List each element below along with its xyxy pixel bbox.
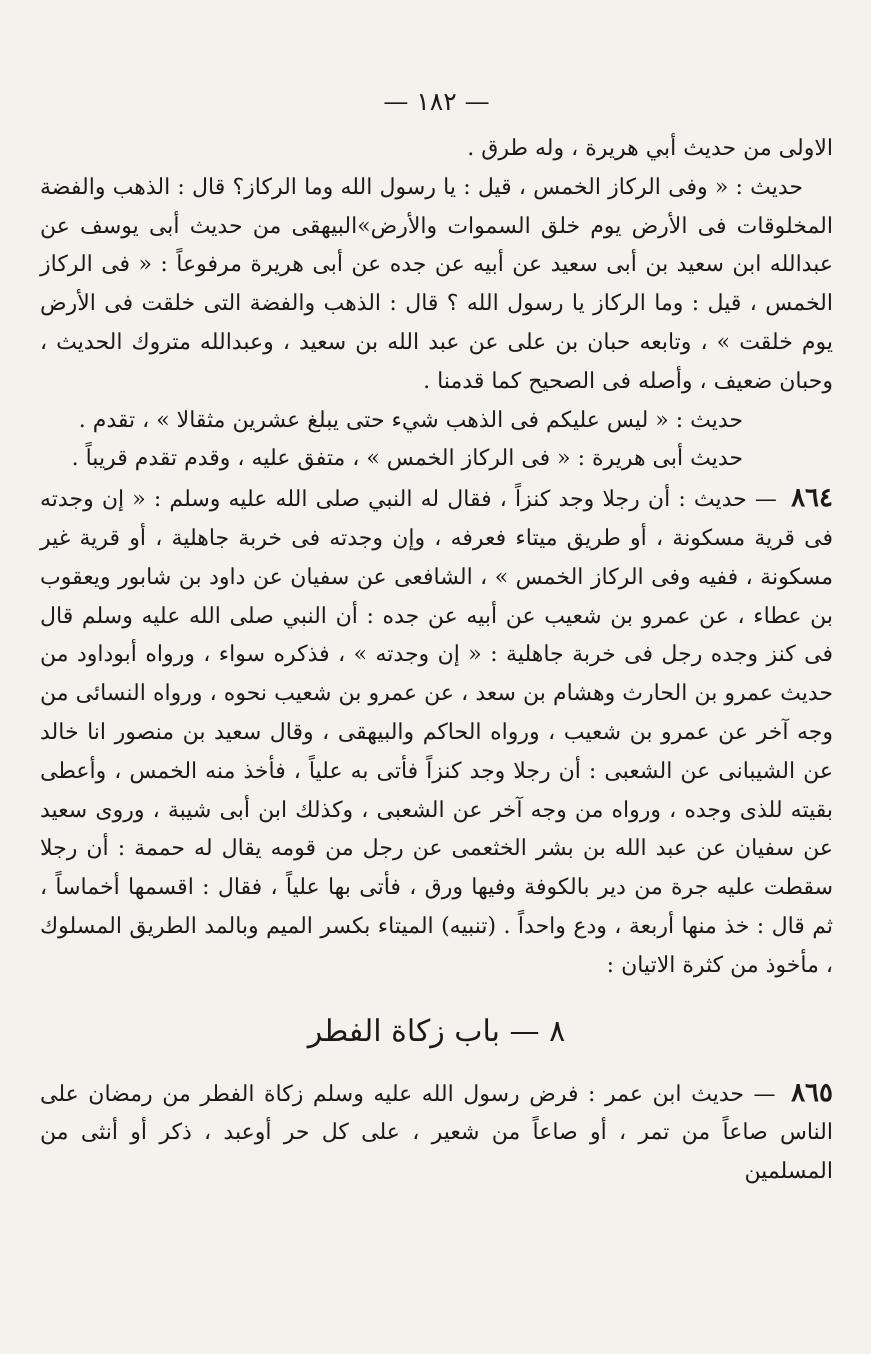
- paragraph-hadith-865: [40, 1074, 833, 1192]
- hadith-number-864: ٨٦٤: [791, 483, 833, 514]
- paragraph-hadith-rikaz: حديث : « وفى الركاز الخمس ، قيل : يا رسول الله وما الركاز؟ قال : الذهب والفضة المخلوقات فى الأرض يوم خلق السموات والأرض»البيهقى من حديث أبى يوسف عن عبدالله ابن سعيد بن أبى سعيد عن أبيه عن جده عن أبى هريرة مرفوعاً : « فى الركاز الخمس ، قيل : وما الركاز يا رسول الله ؟ قال : الذهب والفضة التى خلقت فى الأرض يوم خلقت » ، وتابعه حبان بن على عن عبد الله بن سعيد ، وعبدالله متروك الحديث ، وحبان ضعيف ، وأصله فى الصحيح كما قدمنا .: [40, 174, 833, 394]
- page-number: — ١٨٢ —: [383, 87, 490, 116]
- hadith-864-text: — حديث : أن رجلا وجد كنزاً ، فقال له النبي صلى الله عليه وسلم : « إن وجدته فى قرية مسكونة ، أو طريق ميتاء فعرفه ، وإن وجدته فى خربة جاهلية ، أو قرية غير مسكونة ، ففيه وفى الركاز الخمس » ، الشافعى عن سفيان عن داود بن شابور ويعقوب بن عطاء ، عن عمرو بن شعيب عن أبيه عن جده : أن النبي صلى الله عليه وسلم قال فى كنز وجده رجل فى خربة جاهلية : « إن وجدته » ، فذكره سواء ، ورواه أبوداود من حديث عمرو بن الحارث وهشام بن سعد ، عن عمرو بن شعيب نحوه ، ورواه النسائى من وجه آخر عن عمرو بن شعيب ، ورواه الحاكم والبيهقى ، وقال سعيد بن منصور انا خالد عن الشيبانى عن الشعبى : أن رجلا وجد كنزاً فأتى به علياً ، فأخذ منه الخمس ، وأعطى بقيته للذى وجده ، ورواه من وجه آخر عن الشعبى ، وكذلك ابن أبى شيبة ، وروى سعيد عن سفيان عن عبد الله بن بشر الخثعمى عن رجل من قومه يقال له حممة : أن رجلا سقطت عليه جرة من دير بالكوفة وفيها ورق ، فأتى بها علياً ، فقال : اقسمها أخماساً ، ثم قال : خذ منها أربعة ، ودع واحداً . (تنبيه) الميتاء بكسر الميم وبالمد الطريق المسلوك ، مأخوذ من كثرة الاتيان :: [40, 487, 833, 978]
- paragraph-hadith-abu-huraira: حديث أبى هريرة : « فى الركاز الخمس » ، متفق عليه ، وقدم تقدم قريباً .: [71, 446, 743, 472]
- hadith-865-text: — حديث ابن عمر : فرض رسول الله عليه وسلم زكاة الفطر من رمضان على الناس صاعاً من تمر ، أو صاعاً من شعير ، على كل حر أوعبد ، ذكر أو أنثى من المسلمين: [40, 1081, 833, 1185]
- paragraph-continuation: الاولى من حديث أبي هريرة ، وله طرق .: [467, 136, 833, 161]
- paragraph-hadith-gold: حديث : « ليس عليكم فى الذهب شيء حتى يبلغ عشرين مثقالا » ، تقدم .: [78, 407, 743, 433]
- hadith-number-865: ٨٦٥: [791, 1077, 833, 1108]
- chapter-heading: ٨ — باب زكاة الفطر: [307, 1013, 566, 1049]
- paragraph-hadith-864: [40, 479, 833, 985]
